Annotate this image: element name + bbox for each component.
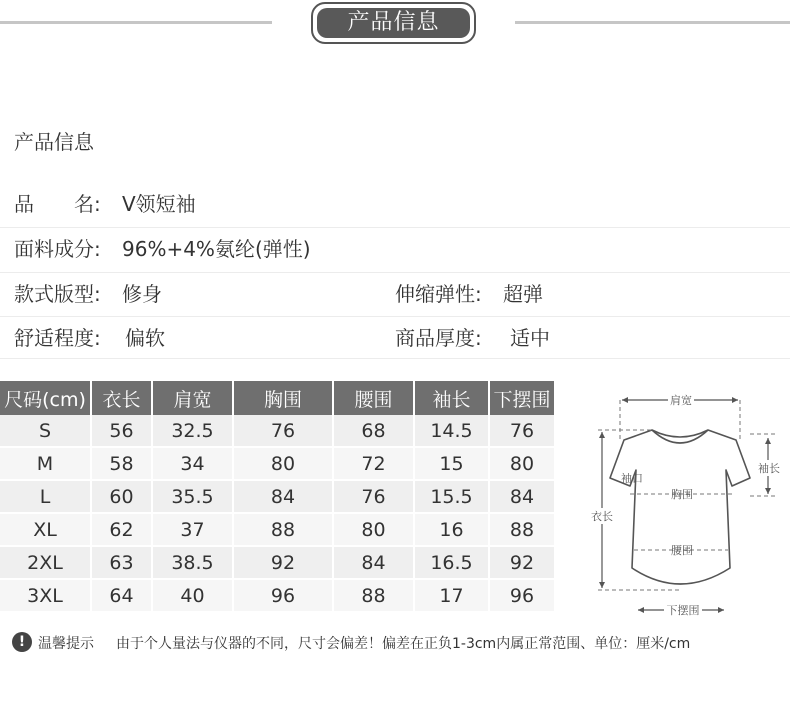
table-cell: 96	[233, 579, 333, 612]
comfort-label: 舒适程度:	[14, 326, 101, 350]
diagram-label-body-length: 衣长	[591, 510, 613, 523]
table-cell: 64	[91, 579, 152, 612]
table-cell: 14.5	[414, 415, 489, 447]
fabric-value: 96%+4%氨纶(弹性)	[122, 237, 311, 261]
size-table-header: 胸围	[233, 381, 333, 415]
table-row	[0, 415, 555, 447]
table-row	[0, 513, 555, 546]
table-row	[0, 480, 555, 513]
table-cell: L	[0, 480, 91, 513]
table-row	[0, 546, 555, 579]
table-cell: 2XL	[0, 546, 91, 579]
info-row-fit	[0, 273, 790, 315]
table-cell: 88	[233, 513, 333, 546]
header-badge	[311, 2, 476, 44]
table-cell: 15	[414, 447, 489, 480]
table-cell: XL	[0, 513, 91, 546]
table-cell: 76	[333, 480, 414, 513]
table-cell: 32.5	[152, 415, 233, 447]
table-cell: 40	[152, 579, 233, 612]
table-cell: 60	[91, 480, 152, 513]
table-cell: 62	[91, 513, 152, 546]
diagram-label-shoulder: 肩宽	[670, 394, 692, 407]
table-cell: 37	[152, 513, 233, 546]
table-cell: 35.5	[152, 480, 233, 513]
table-cell: 15.5	[414, 480, 489, 513]
table-cell: 76	[233, 415, 333, 447]
diagram-label-cuff: 袖口	[621, 472, 643, 485]
header-line-right	[515, 21, 790, 24]
info-row-fabric	[0, 228, 790, 270]
tshirt-outline	[610, 430, 750, 584]
exclamation-icon: !	[12, 632, 32, 652]
table-cell: 84	[489, 480, 555, 513]
table-cell: 72	[333, 447, 414, 480]
tip-text: 由于个人量法与仪器的不同，尺寸会偏差！偏差在正负1-3cm内属正常范围、单位：厘米/cm	[116, 636, 691, 652]
table-cell: 84	[233, 480, 333, 513]
size-table-header: 尺码(cm)	[0, 381, 91, 415]
diagram-label-waist: 腰围	[671, 544, 693, 557]
table-cell: S	[0, 415, 91, 447]
tip-label: 温馨提示	[38, 636, 94, 652]
table-cell: 88	[489, 513, 555, 546]
table-row	[0, 447, 555, 480]
section-title: 产品信息	[14, 130, 94, 154]
stretch-value: 超弹	[503, 282, 543, 306]
tshirt-measurement-diagram	[580, 378, 785, 618]
table-cell: 34	[152, 447, 233, 480]
diagram-label-sleeve-length: 袖长	[758, 462, 780, 475]
table-cell: 80	[233, 447, 333, 480]
table-cell: 88	[333, 579, 414, 612]
thickness-value: 适中	[510, 326, 550, 350]
info-row-comfort	[0, 317, 790, 359]
fit-value: 修身	[122, 282, 162, 306]
size-table-header-row	[0, 381, 555, 415]
table-cell: 92	[233, 546, 333, 579]
table-cell: 3XL	[0, 579, 91, 612]
table-row	[0, 579, 555, 612]
fit-label: 款式版型:	[14, 282, 101, 306]
header-title: 产品信息	[317, 8, 470, 38]
table-cell: 96	[489, 579, 555, 612]
table-cell: 56	[91, 415, 152, 447]
divider	[0, 358, 790, 359]
size-table-header: 腰围	[333, 381, 414, 415]
diagram-label-chest: 胸围	[671, 488, 693, 501]
diagram-label-hem: 下摆围	[666, 604, 700, 617]
table-cell: 17	[414, 579, 489, 612]
table-cell: 16.5	[414, 546, 489, 579]
size-table-header: 下摆围	[489, 381, 555, 415]
table-cell: 68	[333, 415, 414, 447]
table-cell: 80	[333, 513, 414, 546]
stretch-label: 伸缩弹性:	[395, 282, 482, 306]
size-table-header: 衣长	[91, 381, 152, 415]
comfort-value: 偏软	[125, 326, 165, 350]
table-cell: 84	[333, 546, 414, 579]
table-cell: 58	[91, 447, 152, 480]
thickness-label: 商品厚度:	[395, 326, 482, 350]
table-cell: 16	[414, 513, 489, 546]
name-label: 品 名:	[14, 192, 101, 216]
size-table-header: 肩宽	[152, 381, 233, 415]
table-cell: 38.5	[152, 546, 233, 579]
table-cell: 76	[489, 415, 555, 447]
name-value: V领短袖	[122, 192, 196, 216]
table-cell: 63	[91, 546, 152, 579]
size-table-header: 袖长	[414, 381, 489, 415]
header-line-left	[0, 21, 272, 24]
fabric-label: 面料成分:	[14, 237, 101, 261]
table-cell: M	[0, 447, 91, 480]
info-row-name	[0, 183, 790, 225]
table-cell: 80	[489, 447, 555, 480]
table-cell: 92	[489, 546, 555, 579]
size-table	[0, 381, 556, 613]
